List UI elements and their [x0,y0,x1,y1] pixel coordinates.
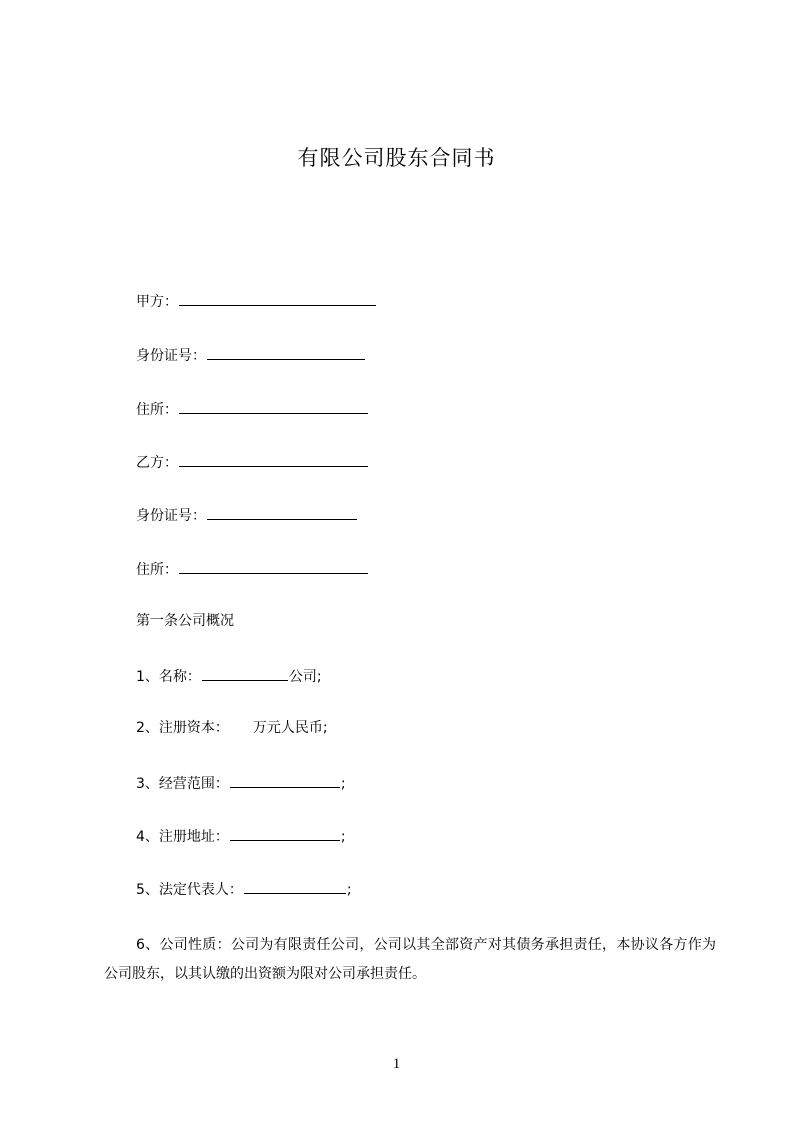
company-name-blank[interactable] [202,666,288,681]
item-1-line [136,666,322,686]
item-2-label: 2、注册资本： [136,720,229,736]
party-b-address-label: 住所： [136,562,178,578]
party-a-address-line [136,399,369,419]
item-1-label: 1、名称： [136,669,201,685]
item-2-line [136,719,328,737]
party-b-id-label: 身份证号： [136,508,206,524]
party-b-blank[interactable] [179,452,368,467]
party-a-address-label: 住所： [136,402,178,418]
item-5-label: 5、法定代表人： [136,882,243,898]
item-4-line [136,826,346,846]
item-3-label: 3、经营范围： [136,776,229,792]
document-title: 有限公司股东合同书 [297,146,496,170]
party-a-address-blank[interactable] [179,399,368,414]
item-5-line [136,879,352,899]
party-b-address-line [136,559,369,579]
item-2-text: 万元人民币; [252,720,328,736]
item-5-suffix: ; [346,882,352,898]
party-a-line [136,291,377,311]
item-4-suffix: ; [340,829,346,845]
party-a-id-label: 身份证号： [136,348,206,364]
party-a-label: 甲方： [136,294,178,310]
item-6-paragraph: 6、公司性质：公司为有限责任公司，公司以其全部资产对其债务承担责任，本协议各方作为公司股东，以其认缴的出资额为限对公司承担责任。 [104,937,716,982]
business-scope-blank[interactable] [230,773,340,788]
item-1-suffix: 公司; [288,669,322,685]
item-3-line [136,773,346,793]
party-b-id-line [136,505,358,525]
article-1-heading: 第一条公司概况 [136,613,234,629]
party-b-address-blank[interactable] [179,559,368,574]
party-a-id-blank[interactable] [207,345,365,360]
page-number: 1 [392,1056,401,1072]
party-b-line [136,452,369,472]
party-a-blank[interactable] [179,291,376,306]
item-3-suffix: ; [340,776,346,792]
party-b-label: 乙方： [136,455,178,471]
party-b-id-blank[interactable] [207,505,357,520]
legal-representative-blank[interactable] [244,879,346,894]
item-4-label: 4、注册地址： [136,829,229,845]
party-a-id-line [136,345,366,365]
registered-address-blank[interactable] [230,826,340,841]
